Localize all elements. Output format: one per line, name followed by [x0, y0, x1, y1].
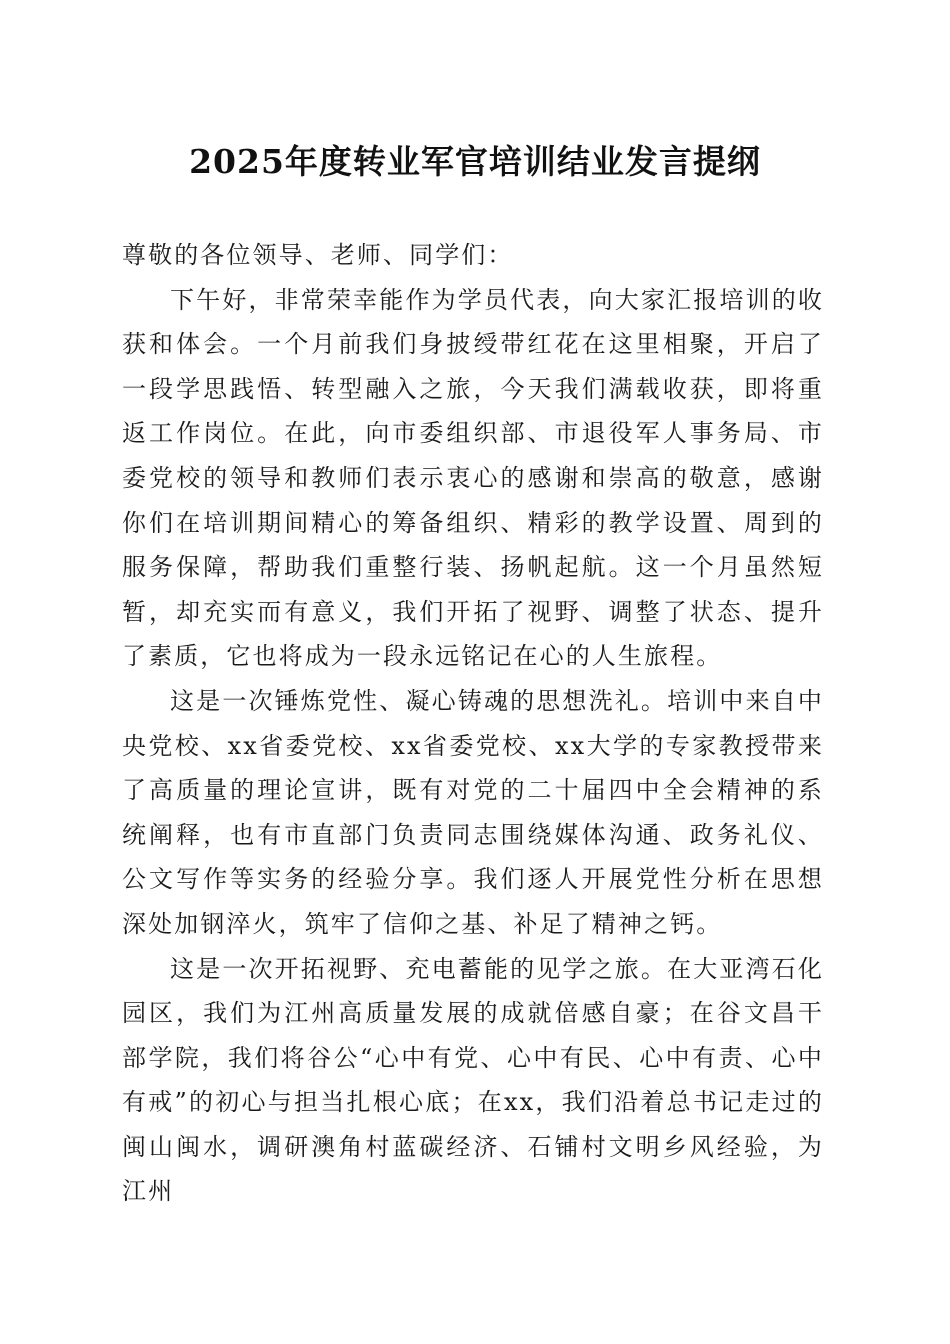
document-title: 2025年度转业军官培训结业发言提纲	[189, 142, 761, 181]
document-body	[122, 233, 824, 1214]
salutation: 尊敬的各位领导、老师、同学们：	[122, 241, 514, 269]
paragraph-ideological-baptism: 这是一次锤炼党性、凝心铸魂的思想洗礼。培训中来自中央党校、xx省委党校、xx省委党校、xx大学的专家教授带来了高质量的理论宣讲，既有对党的二十届四中全会精神的系统阐释，也有市直部门负责同志围绕媒体沟通、政务礼仪、公文写作等实务的经验分享。我们逐人开展党性分析在思想深处加钢淬火，筑牢了信仰之基、补足了精神之钙。	[122, 686, 824, 938]
paragraph-greeting: 下午好，非常荣幸能作为学员代表，向大家汇报培训的收获和体会。一个月前我们身披绶带红花在这里相聚，开启了一段学思践悟、转型融入之旅，今天我们满载收获，即将重返工作岗位。在此，向市委组织部、市退役军人事务局、市委党校的领导和教师们表示衷心的感谢和崇高的敬意，感谢你们在培训期间精心的筹备组织、精彩的教学设置、周到的服务保障，帮助我们重整行装、扬帆起航。这一个月虽然短暂，却充实而有意义，我们开拓了视野、调整了状态、提升了素质，它也将成为一段永远铭记在心的人生旅程。	[122, 285, 824, 671]
paragraph-study-tour: 这是一次开拓视野、充电蓄能的见学之旅。在大亚湾石化园区，我们为江州高质量发展的成就倍感自豪；在谷文昌干部学院，我们将谷公“心中有党、心中有民、心中有责、心中有戒”的初心与担当扎根心底；在xx，我们沿着总书记走过的闽山闽水，调研澳角村蓝碳经济、石铺村文明乡风经验，为江州	[122, 954, 824, 1206]
